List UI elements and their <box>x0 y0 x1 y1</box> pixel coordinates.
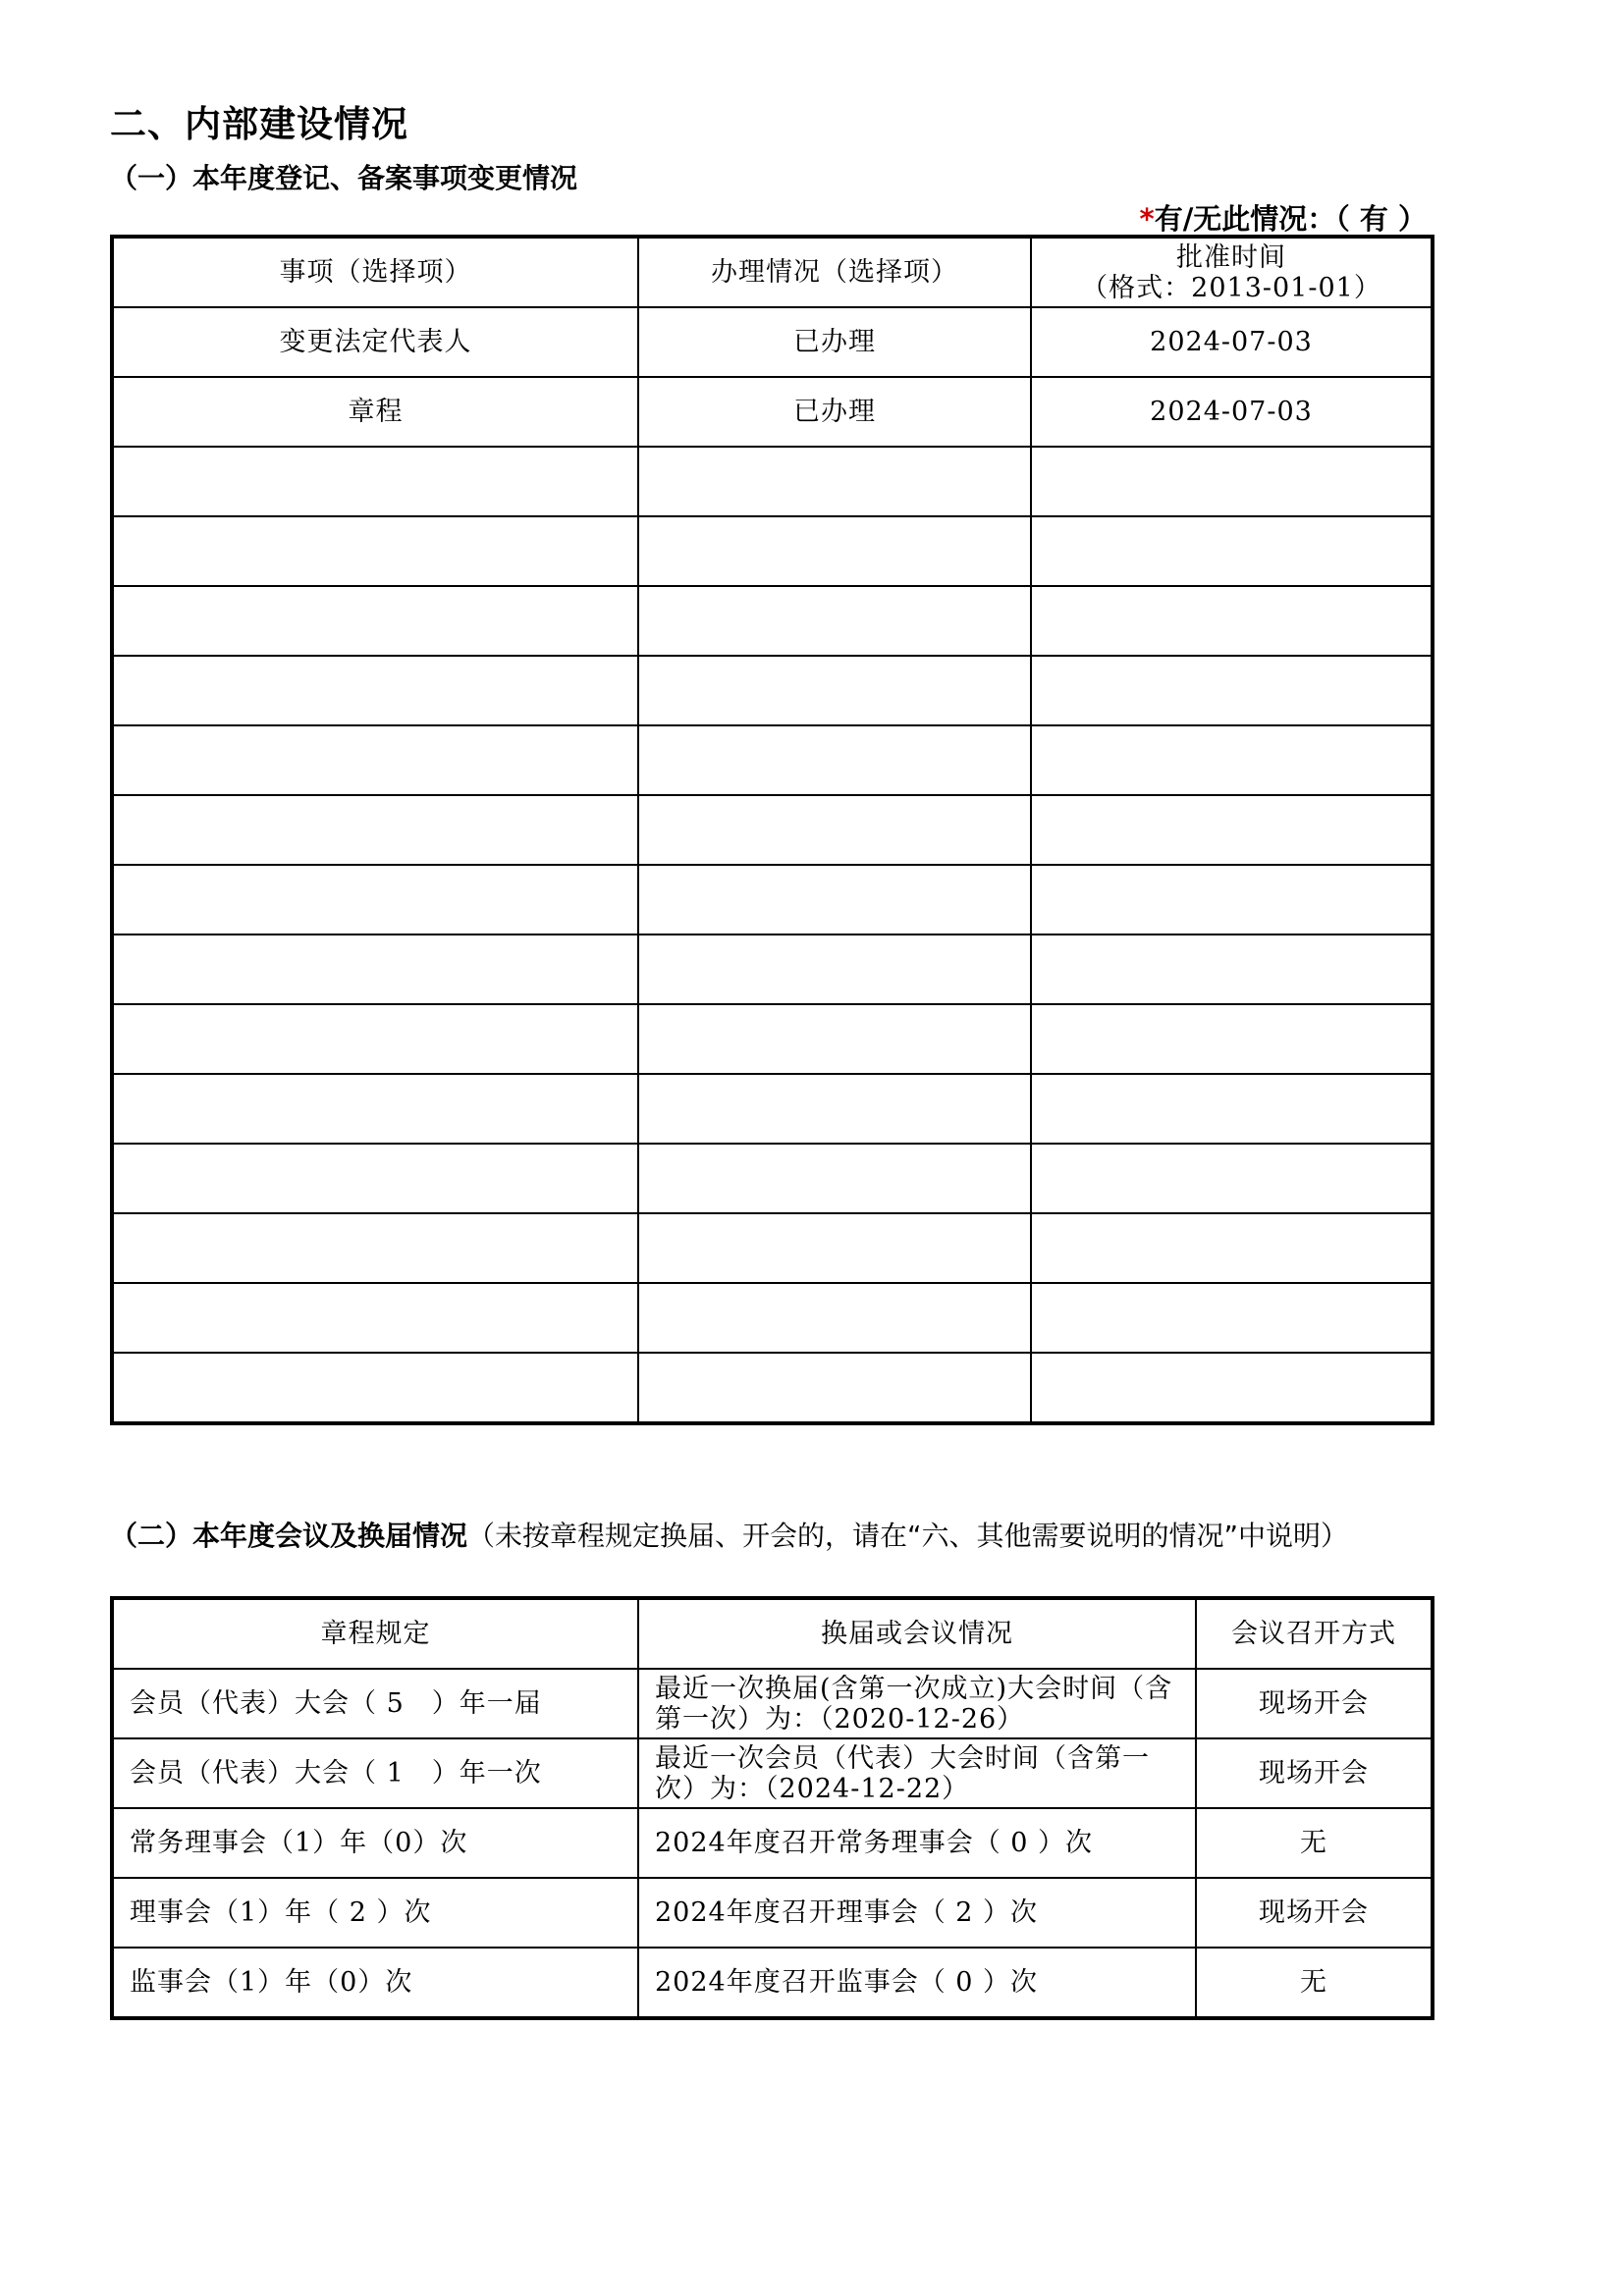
cell-item <box>112 934 638 1004</box>
cell-handling-status <box>638 447 1031 516</box>
cell-approval-date <box>1031 725 1433 795</box>
cell-meeting-mode: 现场开会 <box>1196 1878 1433 1948</box>
status-line <box>1140 197 1427 238</box>
page-title: 二、内部建设情况 <box>110 103 408 145</box>
header-meeting-status: 换届或会议情况 <box>638 1598 1196 1669</box>
cell-handling-status <box>638 795 1031 865</box>
cell-meeting-mode: 无 <box>1196 1948 1433 2018</box>
cell-charter-rule: 理事会（1）年（ 2 ）次 <box>112 1878 638 1948</box>
cell-meeting-status: 2024年度召开常务理事会（ 0 ）次 <box>638 1808 1196 1878</box>
cell-approval-date <box>1031 1283 1433 1353</box>
cell-approval-date <box>1031 656 1433 725</box>
cell-item <box>112 1213 638 1283</box>
cell-approval-date <box>1031 1074 1433 1144</box>
table-row <box>112 447 1433 516</box>
cell-item <box>112 865 638 934</box>
table-row <box>112 865 1433 934</box>
cell-approval-date <box>1031 1353 1433 1423</box>
cell-handling-status <box>638 1283 1031 1353</box>
table-row <box>112 1948 1433 2018</box>
cell-charter-rule: 常务理事会（1）年（0）次 <box>112 1808 638 1878</box>
section2-note: （未按章程规定换届、开会的，请在“六、其他需要说明的情况”中说明） <box>467 1520 1349 1552</box>
cell-item <box>112 725 638 795</box>
table-row <box>112 1144 1433 1213</box>
header-date-format-note: （格式：2013-01-01） <box>1081 272 1381 303</box>
cell-approval-date <box>1031 795 1433 865</box>
cell-item: 章程 <box>112 377 638 447</box>
table-row <box>112 934 1433 1004</box>
header-item: 事项（选择项） <box>112 237 638 307</box>
cell-meeting-status: 2024年度召开监事会（ 0 ）次 <box>638 1948 1196 2018</box>
cell-handling-status <box>638 1213 1031 1283</box>
table-row <box>112 1353 1433 1423</box>
cell-approval-date <box>1031 934 1433 1004</box>
cell-meeting-mode: 现场开会 <box>1196 1738 1433 1808</box>
meetings-table <box>110 1596 1434 2020</box>
table-row <box>112 1213 1433 1283</box>
cell-item <box>112 1004 638 1074</box>
cell-approval-date <box>1031 516 1433 586</box>
table-row <box>112 377 1433 447</box>
required-asterisk: * <box>1139 202 1155 236</box>
header-handling: 办理情况（选择项） <box>638 237 1031 307</box>
cell-charter-rule: 监事会（1）年（0）次 <box>112 1948 638 2018</box>
cell-handling-status <box>638 865 1031 934</box>
table-row <box>112 586 1433 656</box>
table-row <box>112 1004 1433 1074</box>
registration-changes-table <box>110 235 1434 1425</box>
cell-meeting-status: 最近一次会员（代表）大会时间（含第一次）为：（2024-12-22） <box>638 1738 1196 1808</box>
cell-item: 变更法定代表人 <box>112 307 638 377</box>
table-row <box>112 1669 1433 1738</box>
cell-item <box>112 1353 638 1423</box>
cell-item <box>112 656 638 725</box>
cell-handling-status <box>638 725 1031 795</box>
cell-handling-status <box>638 516 1031 586</box>
cell-approval-date <box>1031 447 1433 516</box>
cell-handling-status <box>638 656 1031 725</box>
cell-approval-date <box>1031 1004 1433 1074</box>
cell-handling-status <box>638 1144 1031 1213</box>
cell-item <box>112 1074 638 1144</box>
cell-item <box>112 516 638 586</box>
cell-approval-date <box>1031 586 1433 656</box>
table-row <box>112 725 1433 795</box>
table-row <box>112 1074 1433 1144</box>
cell-meeting-status: 最近一次换届(含第一次成立)大会时间（含第一次）为：（2020-12-26） <box>638 1669 1196 1738</box>
table-row <box>112 307 1433 377</box>
cell-item <box>112 1283 638 1353</box>
table-row <box>112 795 1433 865</box>
cell-item <box>112 795 638 865</box>
cell-approval-date: 2024-07-03 <box>1031 377 1433 447</box>
table-header-row <box>112 1598 1433 1669</box>
table-row <box>112 656 1433 725</box>
cell-handling-status: 已办理 <box>638 307 1031 377</box>
table-row <box>112 1878 1433 1948</box>
status-text: 有/无此情况：（ 有 ） <box>1154 202 1427 236</box>
cell-handling-status <box>638 1004 1031 1074</box>
header-approval-date-label: 批准时间 <box>1176 241 1286 273</box>
cell-meeting-mode: 无 <box>1196 1808 1433 1878</box>
header-meeting-mode: 会议召开方式 <box>1196 1598 1433 1669</box>
cell-handling-status <box>638 1353 1031 1423</box>
section1-title: （一）本年度登记、备案事项变更情况 <box>110 162 578 194</box>
cell-charter-rule: 会员（代表）大会（ 1 ）年一次 <box>112 1738 638 1808</box>
section2-title: （二）本年度会议及换届情况 <box>110 1520 468 1552</box>
cell-meeting-status: 2024年度召开理事会（ 2 ）次 <box>638 1878 1196 1948</box>
cell-item <box>112 447 638 516</box>
cell-approval-date <box>1031 1213 1433 1283</box>
cell-handling-status <box>638 1074 1031 1144</box>
table-row <box>112 1738 1433 1808</box>
table-row <box>112 1283 1433 1353</box>
cell-handling-status <box>638 934 1031 1004</box>
table-row <box>112 1808 1433 1878</box>
cell-approval-date <box>1031 1144 1433 1213</box>
cell-charter-rule: 会员（代表）大会（ 5 ）年一届 <box>112 1669 638 1738</box>
header-charter-rule: 章程规定 <box>112 1598 638 1669</box>
cell-approval-date: 2024-07-03 <box>1031 307 1433 377</box>
cell-handling-status <box>638 586 1031 656</box>
cell-approval-date <box>1031 865 1433 934</box>
cell-item <box>112 586 638 656</box>
table-row <box>112 516 1433 586</box>
section2-heading <box>110 1517 1406 1556</box>
cell-meeting-mode: 现场开会 <box>1196 1669 1433 1738</box>
cell-item <box>112 1144 638 1213</box>
cell-handling-status: 已办理 <box>638 377 1031 447</box>
header-approval-date <box>1031 237 1433 307</box>
table-header-row <box>112 237 1433 307</box>
